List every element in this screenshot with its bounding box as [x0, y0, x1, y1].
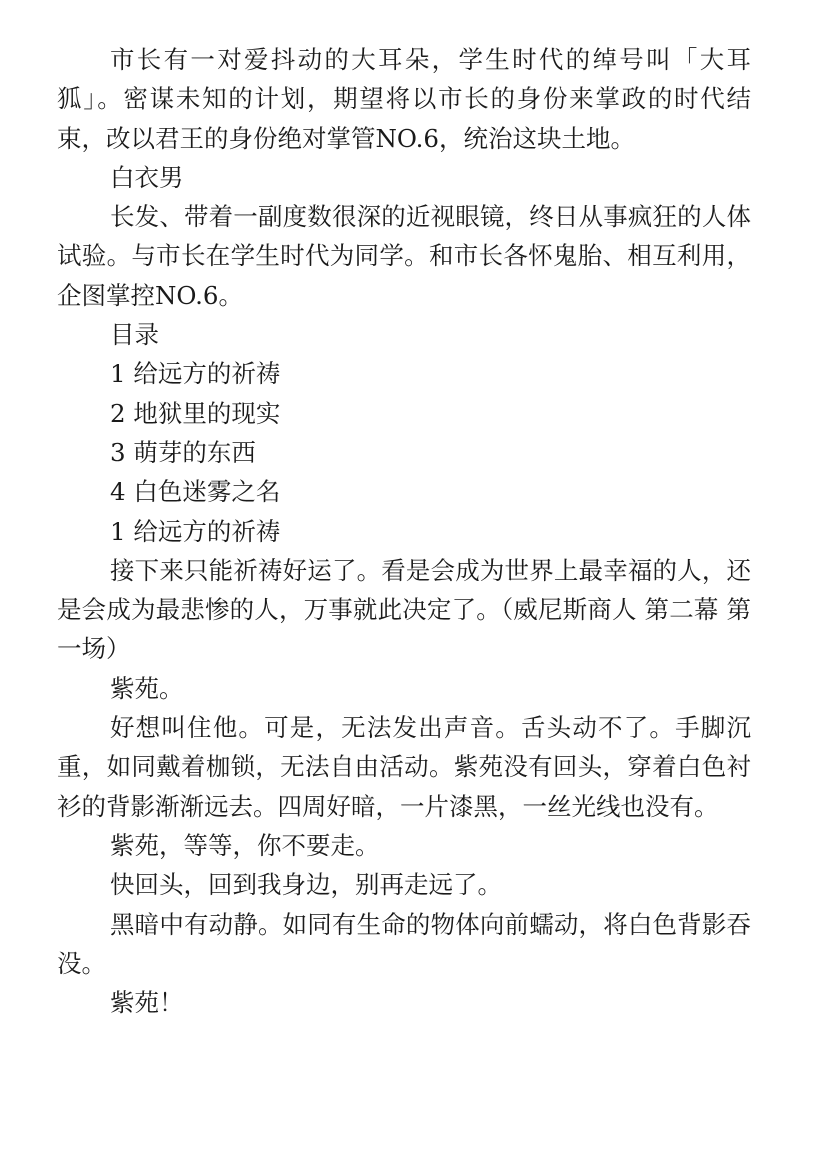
paragraph-text: 紫苑，等等，你不要走。 [110, 830, 380, 860]
paragraph-text: 黑暗中有动静。如同有生命的物体向前蠕动，将白色背影吞没。 [57, 909, 751, 978]
toc-heading: 目录 [110, 320, 159, 350]
paragraph-text: 紫苑。 [110, 673, 184, 703]
document-page [57, 40, 751, 1022]
heading-white-coat-man: 白衣男 [110, 162, 184, 192]
paragraph-white-coat-man-description: 长发、带着一副度数很深的近视眼镜，终日从事疯狂的人体试验。与市长在学生时代为同学。和市长各怀鬼胎、相互利用，企图掌控NO.6。 [57, 202, 751, 310]
toc-item-2: 2 地狱里的现实 [110, 398, 281, 428]
toc-item-3: 3 萌芽的东西 [110, 437, 256, 467]
chapter-title: 1 给远方的祈祷 [110, 516, 281, 546]
toc-item-1: 1 给远方的祈祷 [110, 359, 281, 389]
toc-item-4: 4 白色迷雾之名 [110, 477, 281, 507]
paragraph-mayor-description: 市长有一对爱抖动的大耳朵，学生时代的绰号叫「大耳狐」。密谋未知的计划，期望将以市长的身份来掌政的时代结束，改以君王的身份绝对掌管NO.6，统治这块土地。 [57, 45, 751, 153]
epigraph-quote: 接下来只能祈祷好运了。看是会成为世界上最幸福的人，还是会成为最悲惨的人，万事就此决定了。（威尼斯商人 第二幕 第一场） [57, 555, 751, 664]
paragraph-text: 紫苑！ [110, 988, 184, 1018]
paragraph-text: 快回头，回到我身边，别再走远了。 [110, 870, 502, 900]
paragraph-text: 好想叫住他。可是，无法发出声音。舌头动不了。手脚沉重，如同戴着枷锁，无法自由活动。紫苑没有回头，穿着白色衬衫的背影渐渐远去。四周好暗，一片漆黑，一丝光线也没有。 [57, 713, 751, 821]
